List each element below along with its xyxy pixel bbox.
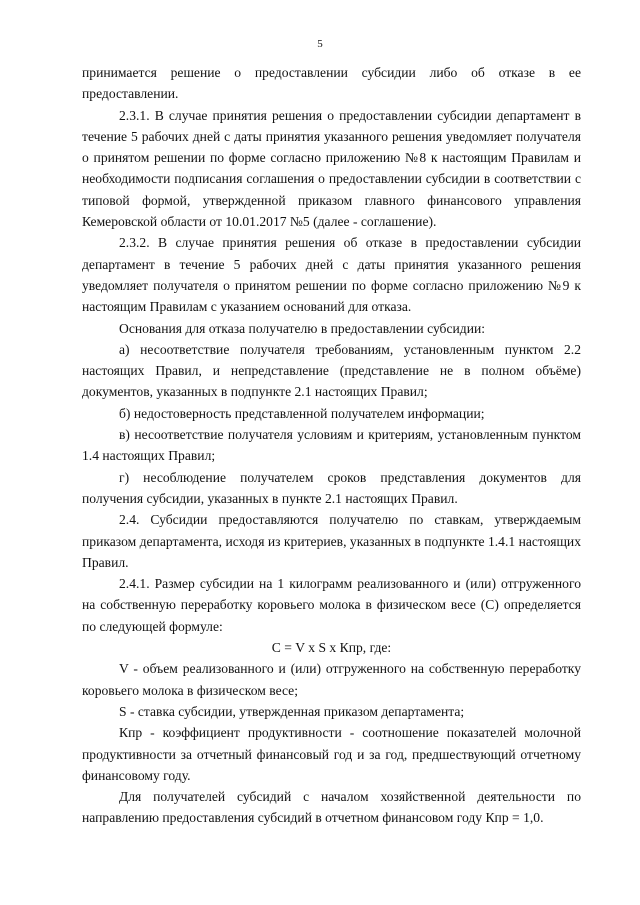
definition-kpr: Кпр - коэффициент продуктивности - соотношение показателей молочной продуктивности за отчетный финансовый год и за год, предшествующий отчетному финансовому году. [82,725,581,783]
list-item-g: г) несоблюдение получателем сроков представления документов для получения субсидии, указанных в пункте 2.1 настоящих Правил. [82,469,581,506]
page-number: 5 [317,38,323,50]
paragraph-refusal-grounds: Основания для отказа получателю в предоставлении субсидии: [119,320,486,336]
list-item-a: а) несоответствие получателя требованиям, установленным пунктом 2.2 настоящих Правил, и непредставление (представление не в полном объёме) документов, указанных в подпункте 2.1 настоящих Правил; [82,341,581,400]
paragraph-2-4: 2.4. Субсидии предоставляются получателю по ставкам, утверждаемым приказом департамента, исходя из критериев, указанных в подпункте 1.4.1 настоящих Правил. [82,512,581,570]
definition-v: V - объем реализованного и (или) отгруженного на собственную переработку коровьего молока в физическом весе; [82,661,581,698]
paragraph-decision-continuation: принимается решение о предоставлении субсидии либо об отказе в ее предоставлении. [82,65,581,102]
document-body [82,62,581,829]
subsidy-formula: С = V x S x Кпр, где: [271,640,392,656]
definition-s: S - ставка субсидии, утвержденная приказом департамента; [119,703,465,719]
paragraph-new-recipients: Для получателей субсидий с началом хозяйственной деятельности по направлению предоставления субсидий в отчетном финансовом году Кпр = 1,0. [82,789,581,826]
list-item-v: в) несоответствие получателя условиям и критериям, установленным пунктом 1.4 настоящих Правил; [82,427,581,464]
list-item-b: б) недостоверность представленной получателем информации; [119,405,485,421]
paragraph-2-3-1: 2.3.1. В случае принятия решения о предоставлении субсидии департамент в течение 5 рабочих дней с даты принятия указанного решения уведомляет получателя о принятом решении по форме согласно приложению №8 к настоящим Правилам и необходимости подписания соглашения о предоставлении субсидии в соответствии с типовой формой, утвержденной приказом главного финансового управления Кемеровской области от 10.01.2017 №5 (далее - соглашение). [82,107,581,230]
paragraph-2-3-2: 2.3.2. В случае принятия решения об отказе в предоставлении субсидии департамент в течение 5 рабочих дней с даты принятия указанного решения уведомляет получателя о принятом решении по форме согласно приложению №9 к настоящим Правилам с указанием оснований для отказа. [82,235,581,315]
paragraph-2-4-1: 2.4.1. Размер субсидии на 1 килограмм реализованного и (или) отгруженного на собственную переработку коровьего молока в физическом весе (С) определяется по следующей формуле: [82,576,581,634]
